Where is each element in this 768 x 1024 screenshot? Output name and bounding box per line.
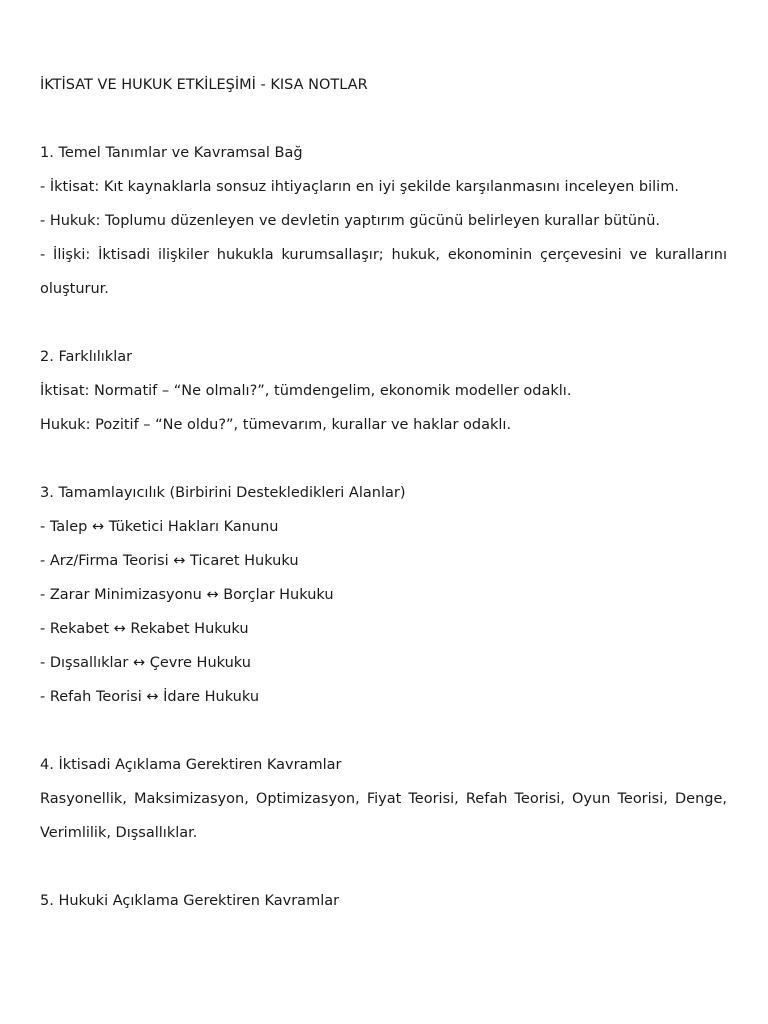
section-heading-2: 2. Farklılıklar xyxy=(40,349,133,365)
section-spacer xyxy=(40,722,727,756)
section-3-line-2: - Arz/Firma Teorisi ↔ Ticaret Hukuku xyxy=(40,553,299,569)
section-heading-3: 3. Tamamlayıcılık (Birbirini Destekledikleri Alanlar) xyxy=(40,485,406,501)
section-4-line-1: Rasyonellik, Maksimizasyon, Optimizasyon, Fiyat Teorisi, Refah Teorisi, Oyun Teorisi, Denge, Verimlilik, Dışsallıklar. xyxy=(40,791,727,841)
section-2-line-2: Hukuk: Pozitif – “Ne oldu?”, tümevarım, kurallar ve haklar odaklı. xyxy=(40,417,512,433)
document-title: İKTİSAT VE HUKUK ETKİLEŞİMİ - KISA NOTLAR xyxy=(40,77,368,93)
section-1-line-2: - Hukuk: Toplumu düzenleyen ve devletin yaptırım gücünü belirleyen kurallar bütünü. xyxy=(40,213,661,229)
section-3-line-4: - Rekabet ↔ Rekabet Hukuku xyxy=(40,621,249,637)
section-3-line-6: - Refah Teorisi ↔ İdare Hukuku xyxy=(40,689,260,705)
section-3-line-3: - Zarar Minimizasyonu ↔ Borçlar Hukuku xyxy=(40,587,334,603)
section-spacer xyxy=(40,858,727,892)
section-1-line-1: - İktisat: Kıt kaynaklarla sonsuz ihtiyaçların en iyi şekilde karşılanmasını inceleyen bilim. xyxy=(40,179,679,195)
section-spacer xyxy=(40,450,727,484)
section-spacer xyxy=(40,314,727,348)
section-heading-4: 4. İktisadi Açıklama Gerektiren Kavramlar xyxy=(40,757,342,773)
section-3-line-5: - Dışsallıklar ↔ Çevre Hukuku xyxy=(40,655,251,671)
section-heading-1: 1. Temel Tanımlar ve Kavramsal Bağ xyxy=(40,145,303,161)
section-1-line-3: - İlişki: İktisadi ilişkiler hukukla kurumsallaşır; hukuk, ekonominin çerçevesini ve kurallarını oluşturur. xyxy=(40,247,727,297)
section-3-line-1: - Talep ↔ Tüketici Hakları Kanunu xyxy=(40,519,279,535)
document-page xyxy=(40,76,727,926)
section-heading-5: 5. Hukuki Açıklama Gerektiren Kavramlar xyxy=(40,893,340,909)
section-2-line-1: İktisat: Normatif – “Ne olmalı?”, tümdengelim, ekonomik modeller odaklı. xyxy=(40,383,572,399)
